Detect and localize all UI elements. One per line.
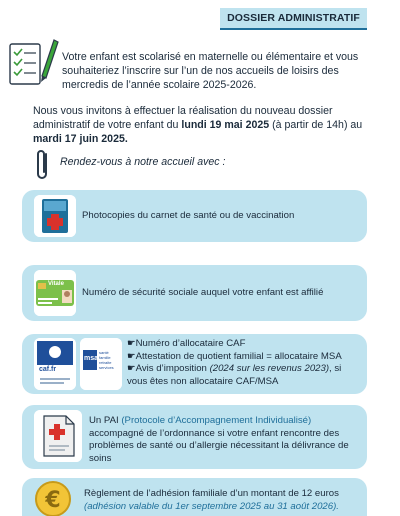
paperclip-icon xyxy=(36,148,52,182)
card-membership-fee xyxy=(22,478,367,516)
health-record-text: Photocopies du carnet de santé ou de vaccination xyxy=(82,210,295,221)
tax-notice-text-b: (2024 sur les revenus 2023) xyxy=(209,363,330,374)
fee-validity: (adhésion valable du 1er septembre 2025 au 31 août 2026). xyxy=(84,500,339,512)
health-book-icon xyxy=(34,195,76,237)
card-social-security xyxy=(22,265,367,321)
invite-start-date: lundi 19 mai 2025 xyxy=(181,119,270,131)
msa-attestation-line xyxy=(127,351,363,364)
caf-number-line xyxy=(127,338,363,351)
svg-text:€: € xyxy=(45,488,61,513)
card-pai xyxy=(22,405,367,469)
pointing-hand-icon: ☛ xyxy=(127,338,136,349)
pointing-hand-icon: ☛ xyxy=(127,350,136,362)
tax-notice-text-c: , si vous êtes non allocataire CAF/MSA xyxy=(127,363,342,387)
section-title-underline xyxy=(220,28,367,30)
invite-text-part3: . xyxy=(124,133,128,145)
invite-text-part2: (à partir de 14h) au xyxy=(269,119,363,131)
intro-paragraph: Votre enfant est scolarisé en maternelle ou élémentaire et vous souhaiteriez l’inscrire sur l’un de nos accueils de loisirs des mercredis de l’année scolaire 2025-2026. xyxy=(62,51,359,91)
fee-amount: Règlement de l’adhésion familiale d’un montant de 12 euros xyxy=(84,488,339,499)
caf-logo xyxy=(34,338,76,390)
pai-text xyxy=(89,415,363,465)
vitale-card-icon xyxy=(34,270,76,316)
caf-msa-text xyxy=(127,338,363,388)
medical-document-icon xyxy=(34,410,82,462)
pai-text-c: accompagné de l’ordonnance si votre enfant rencontre des problèmes de santé ou d’allergie nécessitant la délivrance de soins xyxy=(89,427,349,464)
invite-paragraph xyxy=(33,104,373,146)
rdv-heading: Rendez-vous à notre accueil avec : xyxy=(60,156,226,168)
pointing-hand-icon: ☛ xyxy=(127,363,136,374)
fee-text xyxy=(84,488,364,513)
section-title: DOSSIER ADMINISTRATIF xyxy=(220,8,367,28)
checklist-pen-icon xyxy=(8,36,60,88)
card-caf-msa xyxy=(22,334,367,394)
social-security-text: Numéro de sécurité sociale auquel votre enfant est affilié xyxy=(82,287,324,298)
invite-text-part1: Nous vous invitons à effectuer la réalisation du nouveau dossier administratif de votre enfant du xyxy=(33,105,333,131)
caf-number-text: Numéro d’allocataire CAF xyxy=(135,338,246,349)
caf-logo-label: caf.fr xyxy=(39,366,57,373)
msa-attestation-text: Attestation de quotient familial = allocataire MSA xyxy=(135,350,342,362)
vitale-card-label: Vitale xyxy=(48,281,64,287)
tax-notice-line xyxy=(127,363,363,388)
pai-text-a: Un PAI xyxy=(89,415,122,426)
msa-logo-tagline: santé famille retraite services xyxy=(99,350,114,370)
msa-logo xyxy=(80,338,122,390)
invite-end-date: mardi 17 juin 2025 xyxy=(33,133,125,145)
pai-text-b: (Protocole d’Accompagnement Individualisé) xyxy=(121,415,312,426)
tax-notice-text-a: Avis d’imposition xyxy=(135,363,210,374)
card-health-record xyxy=(22,190,367,242)
msa-logo-label: msa xyxy=(84,355,99,362)
euro-coin-icon xyxy=(34,480,72,516)
